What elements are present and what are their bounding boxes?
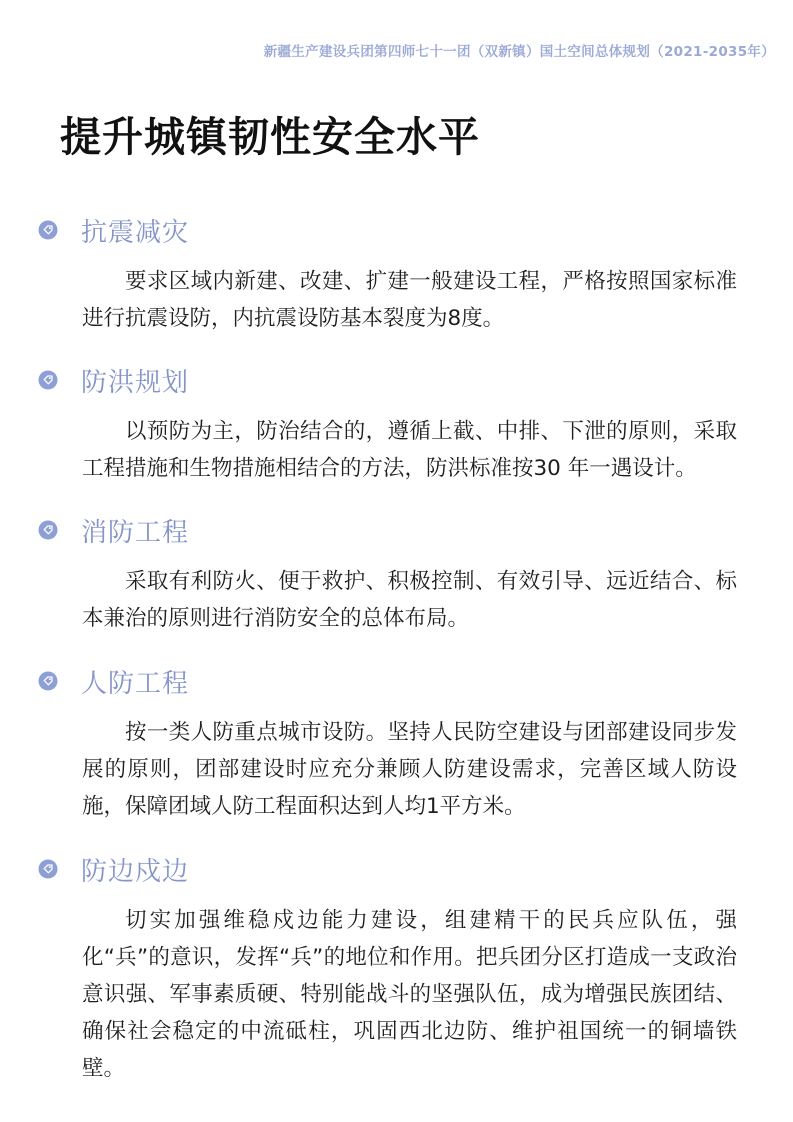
section-title: 人防工程: [81, 668, 190, 699]
section-body: 切实加强维稳戍边能力建设，组建精干的民兵应队伍，强化“兵”的意识，发挥“兵”的地位和作用。把兵团分区打造成一支政治意识强、军事素质硬、特别能战斗的坚强队伍，成为增强民族团结、确保社会稳定的中流砥柱，巩固西北边防、维护祖国统一的铜墙铁壁。: [82, 908, 737, 1081]
section-title: 消防工程: [81, 517, 190, 548]
section-heading: [38, 363, 189, 397]
running-header: 新疆生产建设兵团第四师七十一团（双新镇）国土空间总体规划（2021-2035年）: [263, 44, 775, 60]
section-title: 抗震减灾: [81, 217, 190, 248]
tag-icon: [38, 859, 58, 879]
section-heading: [38, 213, 189, 247]
page-title: 提升城镇韧性安全水平: [60, 113, 480, 161]
section-body: 要求区域内新建、改建、扩建一般建设工程，严格按照国家标准进行抗震设防，内抗震设防基本裂度为8度。: [82, 269, 737, 331]
tag-icon: [38, 220, 58, 240]
tag-icon: [38, 671, 58, 691]
section-body: 采取有利防火、便于救护、积极控制、有效引导、远近结合、标本兼治的原则进行消防安全的总体布局。: [82, 569, 737, 631]
section-body: 按一类人防重点城市设防。坚持人民防空建设与团部建设同步发展的原则，团部建设时应充分兼顾人防建设需求，完善区域人防设施，保障团域人防工程面积达到人均1平方米。: [82, 720, 737, 819]
section-heading: [38, 513, 189, 547]
section-body: 以预防为主，防治结合的，遵循上截、中排、下泄的原则，采取工程措施和生物措施相结合的方法，防洪标准按30 年一遇设计。: [82, 419, 737, 481]
section-heading: [38, 664, 189, 698]
section-title: 防洪规划: [81, 367, 190, 398]
tag-icon: [38, 370, 58, 390]
section-title: 防边戍边: [81, 856, 190, 887]
section-heading: [38, 852, 189, 886]
tag-icon: [38, 520, 58, 540]
